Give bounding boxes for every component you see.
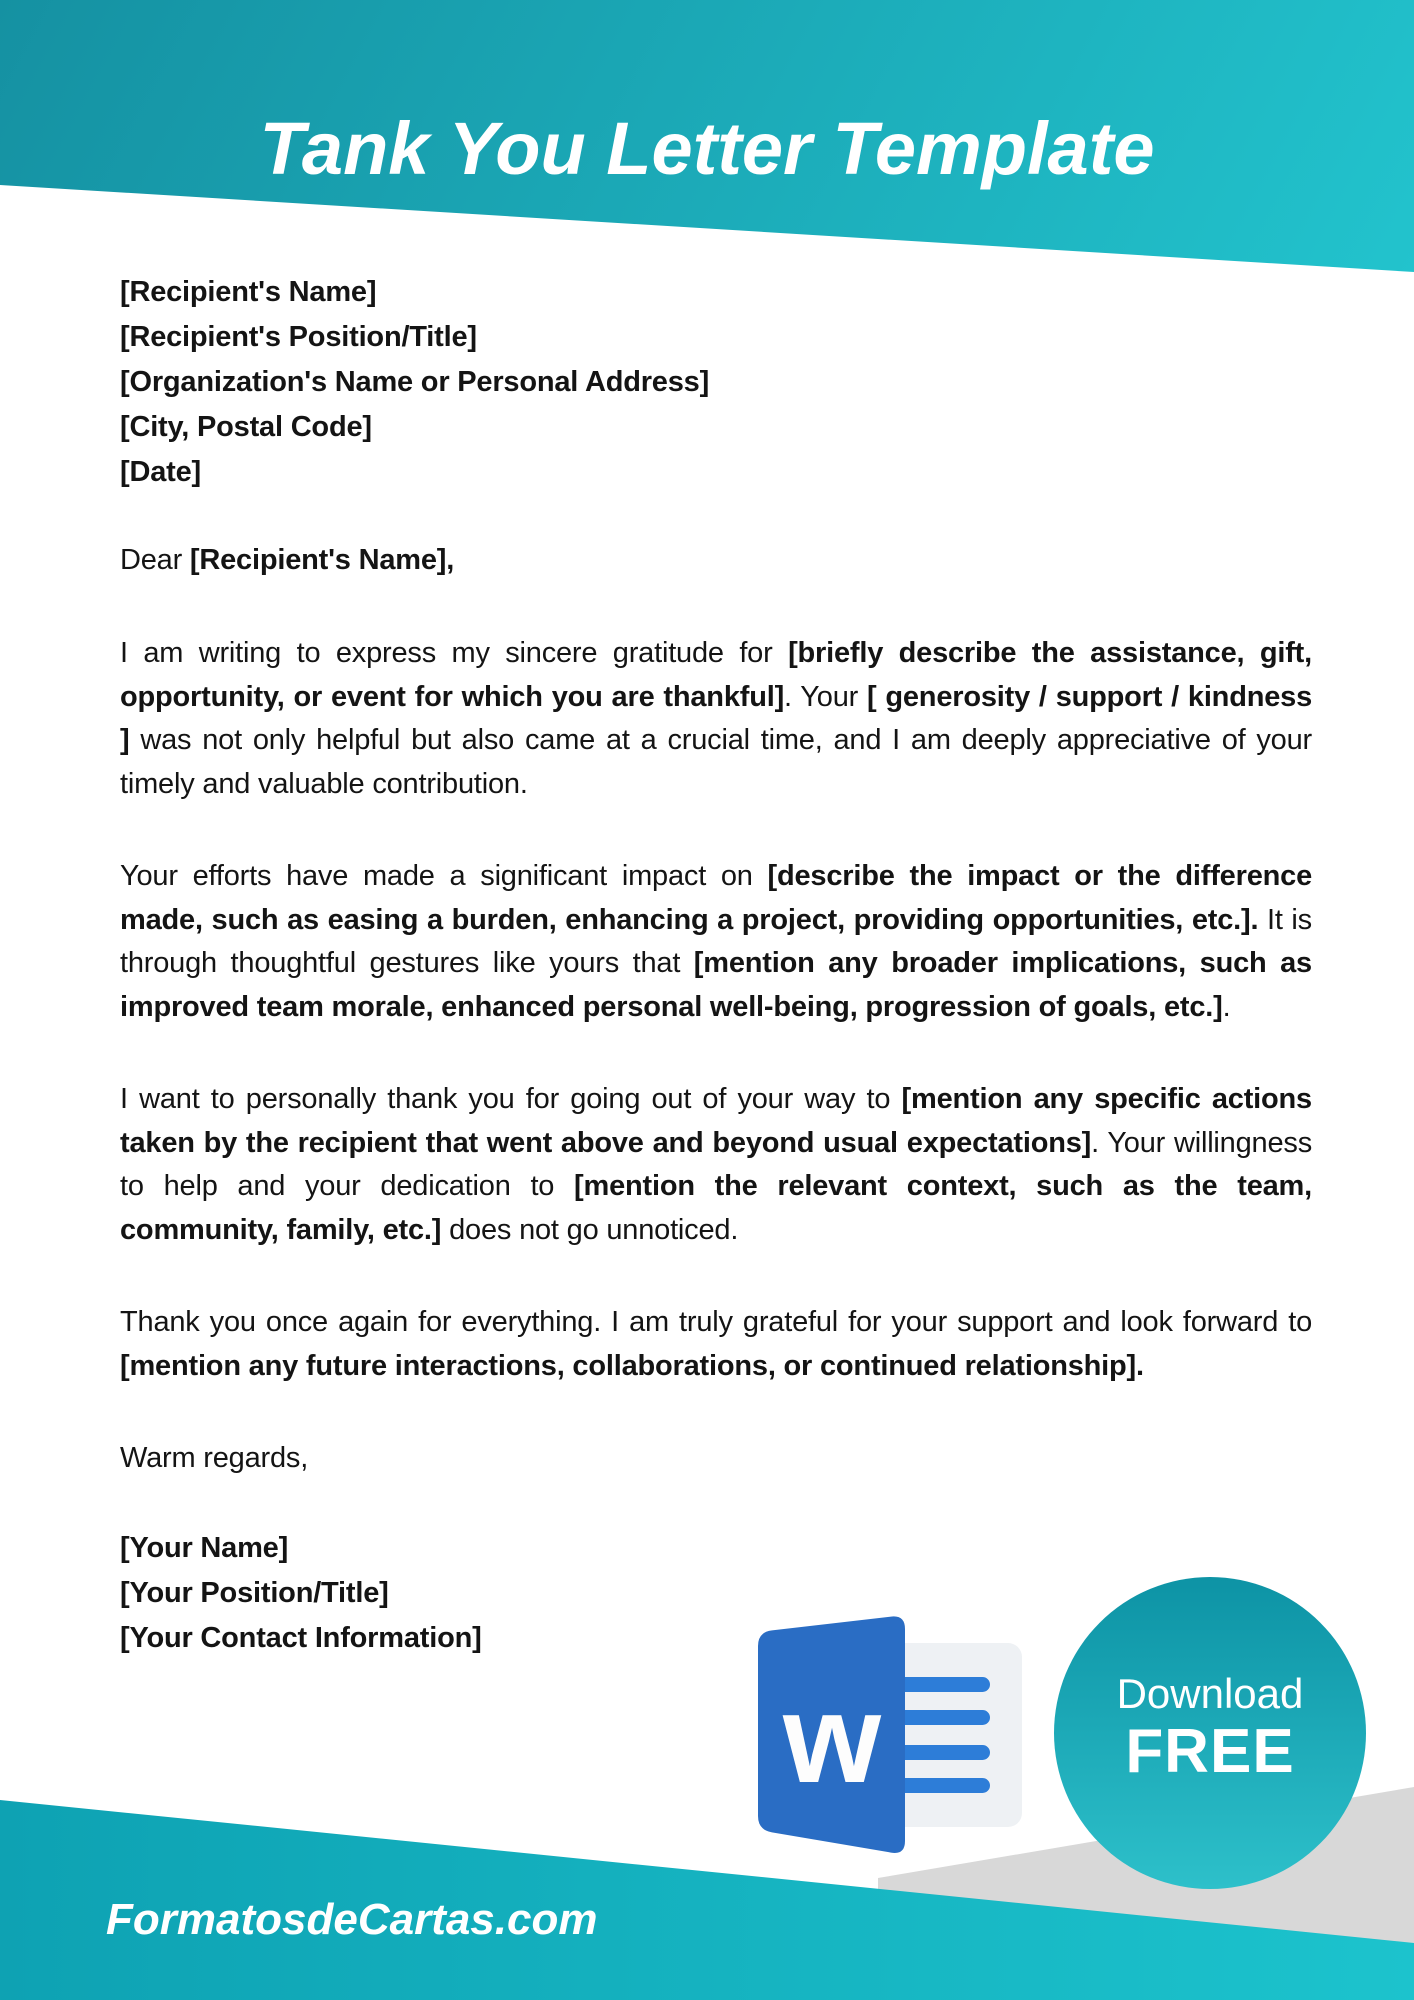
footer-site: FormatosdeCartas.com bbox=[106, 1895, 598, 1944]
word-text-line bbox=[893, 1778, 990, 1793]
badge-free-label: FREE bbox=[1125, 1717, 1295, 1786]
closing-line: Warm regards, bbox=[120, 1442, 309, 1474]
signature-line: [Your Position/Title] bbox=[120, 1577, 389, 1609]
page-title: Tank You Letter Template bbox=[259, 106, 1155, 190]
word-icon[interactable] bbox=[740, 1596, 1040, 1886]
letter-paragraph: Thank you once again for everything. I am truly grateful for your support and look forward to [mention any future interactions, collaborations, or continued relationship]. bbox=[120, 1306, 1312, 1382]
letter-paragraph: Your efforts have made a significant impact on [describe the impact or the difference made, such as easing a burden, enhancing a project, providing opportunities, etc.]. It is through thoughtful gestures like yours that [mention any broader implications, such as improved team morale, enhanced personal well-being, progression of goals, etc.]. bbox=[120, 860, 1312, 1023]
letter-paragraph: I want to personally thank you for going out of your way to [mention any specific actions taken by the recipient that went above and beyond usual expectations]. Your willingness to help and your dedication to [mention the relevant context, such as the team, community, family, etc.] does not go unnoticed. bbox=[120, 1083, 1312, 1246]
download-badge[interactable] bbox=[1054, 1577, 1366, 1889]
word-text-line bbox=[893, 1745, 990, 1760]
letter-paragraph: I am writing to express my sincere gratitude for [briefly describe the assistance, gift, opportunity, or event for which you are thankful]. Your [ generosity / support / kindness ] was not only helpful but also came at a crucial time, and I am deeply appreciative of your timely and valuable contribution. bbox=[120, 637, 1313, 800]
recipient-block bbox=[120, 270, 1312, 495]
word-text-line bbox=[893, 1710, 990, 1725]
signature-line: [Your Name] bbox=[120, 1532, 289, 1564]
recipient-line: [City, Postal Code] bbox=[120, 411, 372, 443]
recipient-line: [Recipient's Name] bbox=[120, 276, 377, 308]
recipient-line: [Date] bbox=[120, 456, 201, 488]
salutation: Dear [Recipient's Name], bbox=[120, 544, 455, 576]
word-letter: w bbox=[782, 1668, 882, 1809]
letter-body bbox=[120, 270, 1312, 1661]
recipient-line: [Recipient's Position/Title] bbox=[120, 321, 477, 353]
badge-download-label: Download bbox=[1116, 1670, 1304, 1717]
signature-line: [Your Contact Information] bbox=[120, 1622, 482, 1654]
recipient-line: [Organization's Name or Personal Address] bbox=[120, 366, 710, 398]
word-text-line bbox=[893, 1677, 990, 1692]
